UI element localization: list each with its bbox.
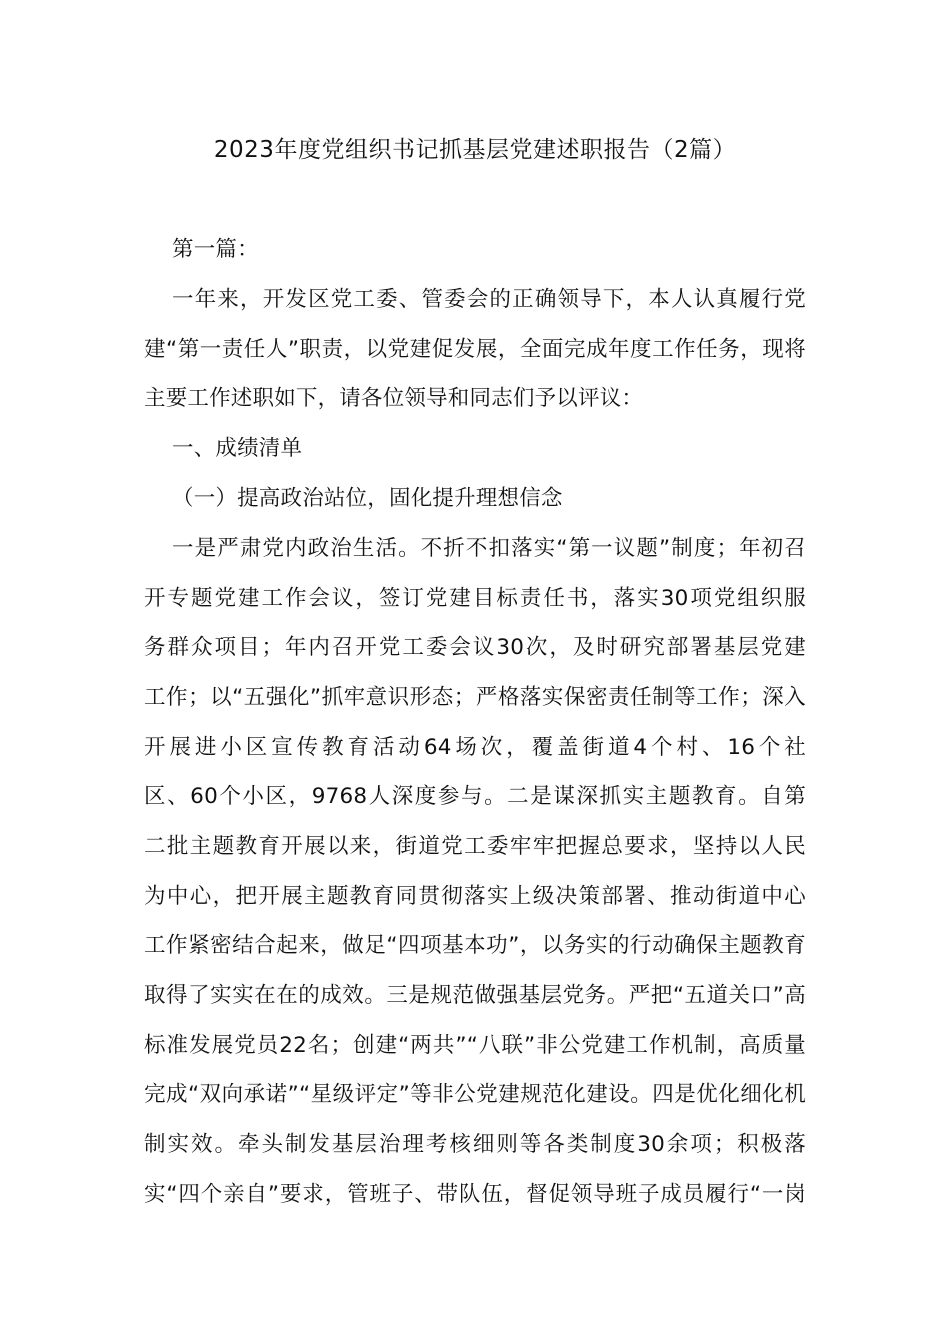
subsection-heading: （一）提高政治站位，固化提升理想信念 [172, 486, 563, 511]
paragraph-line: 二批主题教育开展以来，街道党工委牢牢把握总要求，坚持以人民 [144, 834, 806, 859]
paragraph-line: 一年来，开发区党工委、管委会的正确领导下，本人认真履行党 [172, 287, 806, 312]
paragraph-line: 主要工作述职如下，请各位领导和同志们予以评议： [144, 386, 644, 411]
section-heading-achievements: 一、成绩清单 [172, 436, 303, 461]
paragraph-line: 工作紧密结合起来，做足“四项基本功”，以务实的行动确保主题教育 [144, 933, 806, 958]
paragraph-line: 一是严肃党内政治生活。不折不扣落实“第一议题”制度；年初召 [172, 536, 806, 561]
paragraph-line: 开展进小区宣传教育活动64场次，覆盖街道4个村、16个社 [144, 735, 806, 760]
paragraph-line: 实“四个亲自”要求，管班子、带队伍，督促领导班子成员履行“一岗 [144, 1182, 806, 1207]
paragraph-line: 工作；以“五强化”抓牢意识形态；严格落实保密责任制等工作；深入 [144, 685, 806, 710]
paragraph-line: 完成“双向承诺”“星级评定”等非公党建规范化建设。四是优化细化机 [144, 1082, 806, 1107]
document-title: 2023年度党组织书记抓基层党建述职报告（2篇） [213, 137, 737, 163]
paragraph-line: 标准发展党员22名；创建“两共”“八联”非公党建工作机制，高质量 [144, 1033, 806, 1058]
paragraph-line: 为中心，把开展主题教育同贯彻落实上级决策部署、推动街道中心 [144, 884, 806, 909]
section-heading-first-article: 第一篇： [172, 237, 259, 262]
paragraph-line: 开专题党建工作会议，签订党建目标责任书，落实30项党组织服 [144, 586, 806, 611]
paragraph-line: 制实效。牵头制发基层治理考核细则等各类制度30余项；积极落 [144, 1132, 806, 1157]
paragraph-line: 区、60个小区，9768人深度参与。二是谋深抓实主题教育。自第 [144, 784, 806, 809]
paragraph-line: 建“第一责任人”职责，以党建促发展，全面完成年度工作任务，现将 [144, 337, 806, 362]
paragraph-line: 取得了实实在在的成效。三是规范做强基层党务。严把“五道关口”高 [144, 983, 806, 1008]
paragraph-line: 务群众项目；年内召开党工委会议30次，及时研究部署基层党建 [144, 635, 806, 660]
